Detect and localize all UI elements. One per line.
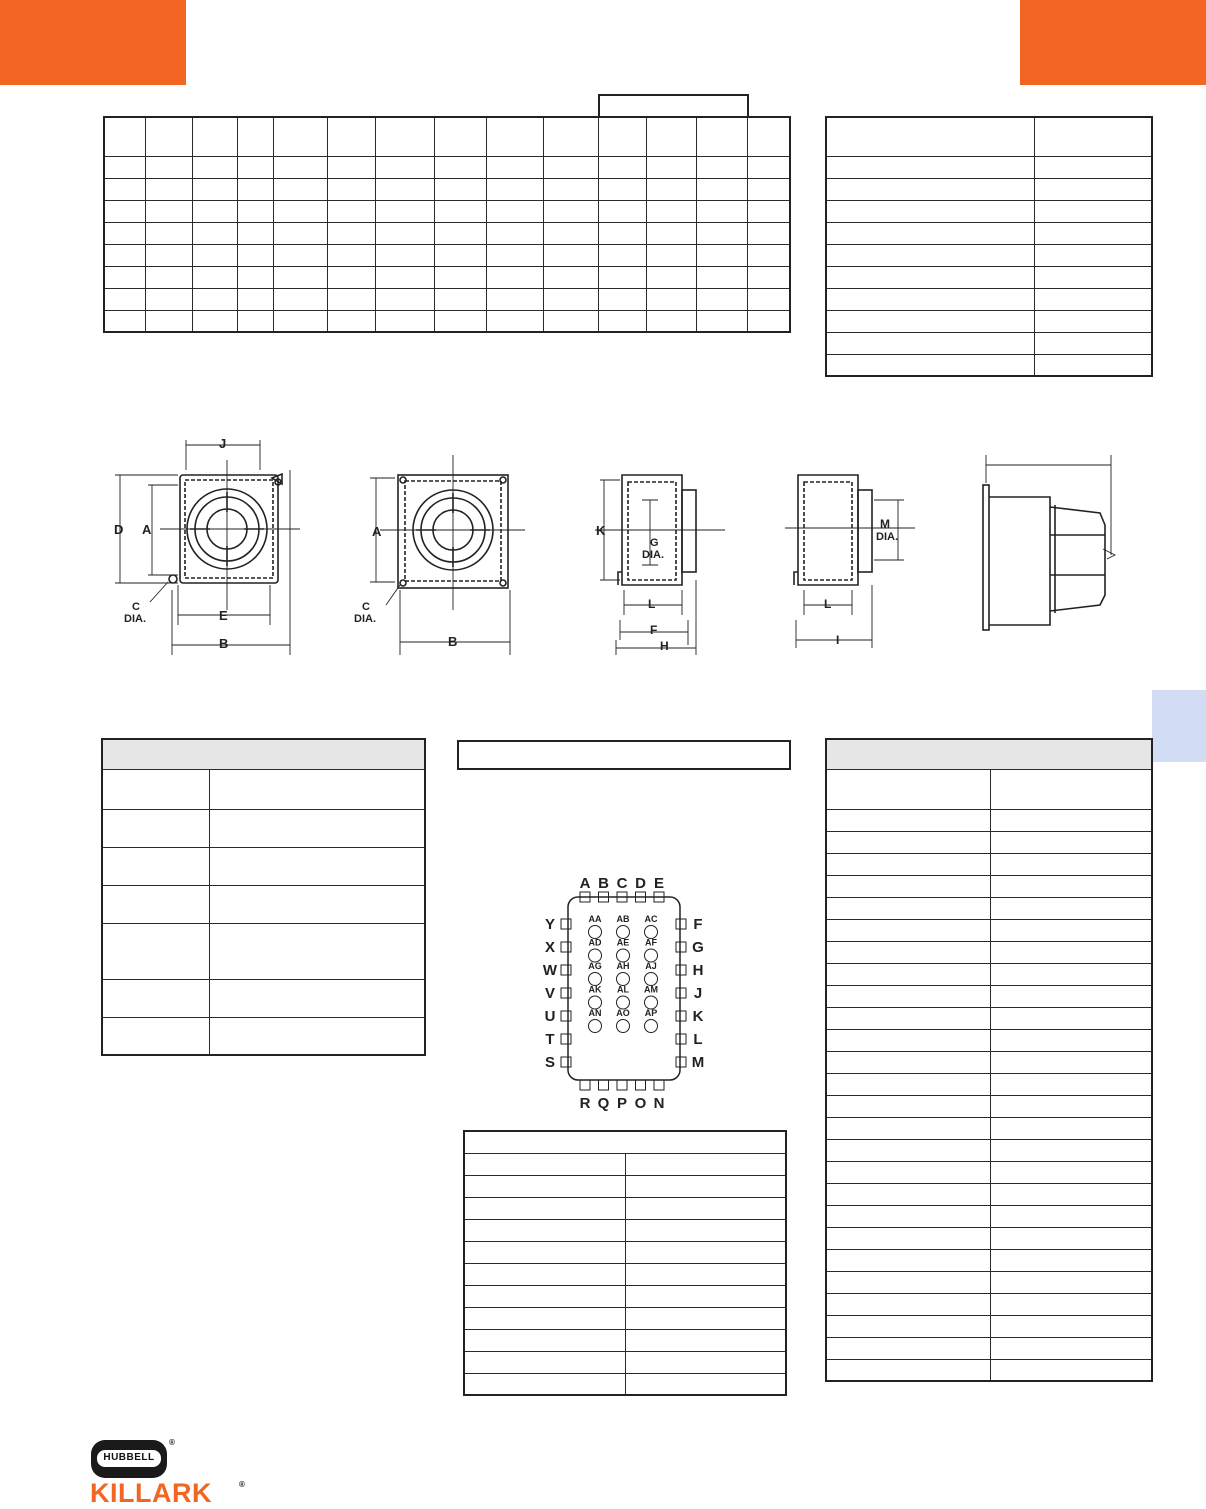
pin-label-G: G bbox=[692, 939, 704, 956]
pin-label-AB: AB bbox=[616, 914, 630, 924]
pin-label-AL: AL bbox=[617, 984, 629, 995]
pin-label-AH: AH bbox=[616, 961, 630, 971]
pin-contact-AO bbox=[617, 1020, 630, 1033]
label-i: I bbox=[836, 633, 840, 647]
side-tab bbox=[1152, 690, 1206, 762]
label-g: G bbox=[650, 537, 659, 549]
killark-registered-mark: ® bbox=[239, 1480, 245, 1489]
pin-contact-N bbox=[654, 1080, 664, 1090]
pin-contact-U bbox=[561, 1011, 571, 1021]
hubbell-registered-mark: ® bbox=[169, 1438, 175, 1447]
pin-label-AO: AO bbox=[616, 1008, 630, 1018]
pin-contact-R bbox=[580, 1080, 590, 1090]
pin-label-W: W bbox=[542, 962, 558, 979]
pin-label-N: N bbox=[653, 1095, 665, 1112]
front-view-drawing-2 bbox=[350, 450, 530, 660]
pin-label-C: C bbox=[616, 875, 628, 892]
pin-label-AJ: AJ bbox=[645, 961, 657, 971]
label-m-dia: DIA. bbox=[876, 531, 898, 543]
pin-contact-AN bbox=[589, 1020, 602, 1033]
label-c: C bbox=[132, 601, 140, 613]
pin-contact-V bbox=[561, 988, 571, 998]
front-view-drawing bbox=[100, 430, 300, 660]
pin-contact-O bbox=[636, 1080, 646, 1090]
pin-label-D: D bbox=[635, 875, 646, 892]
label-j: J bbox=[219, 436, 227, 451]
pin-assignment-table bbox=[463, 1130, 787, 1396]
pin-label-AC: AC bbox=[644, 914, 658, 924]
pin-label-B: B bbox=[598, 875, 609, 892]
pin-label-R: R bbox=[579, 1095, 591, 1112]
pin-contact-M bbox=[676, 1057, 686, 1067]
header-accent-left bbox=[0, 0, 186, 85]
pin-label-AF: AF bbox=[645, 937, 657, 948]
pin-label-AD: AD bbox=[588, 937, 602, 948]
label-c-dia: DIA. bbox=[124, 613, 146, 625]
label-d: D bbox=[114, 522, 124, 537]
label-m: M bbox=[880, 517, 890, 531]
pin-label-S: S bbox=[544, 1054, 556, 1071]
pin-label-AK: AK bbox=[588, 984, 602, 995]
side-view-drawing bbox=[590, 460, 730, 660]
specifications-table bbox=[101, 738, 426, 1056]
label-a: A bbox=[142, 522, 152, 537]
pin-contact-Y bbox=[561, 919, 571, 929]
pin-label-T: T bbox=[545, 1031, 555, 1048]
pin-contact-J bbox=[676, 988, 686, 998]
pin-diagram-caption-box bbox=[457, 740, 791, 770]
pin-layout-diagram bbox=[530, 870, 720, 1115]
label-h: H bbox=[660, 639, 669, 653]
label-b-2: B bbox=[448, 634, 458, 649]
pin-label-AP: AP bbox=[644, 1008, 658, 1018]
pin-label-J: J bbox=[693, 985, 703, 1002]
dimensions-table bbox=[103, 116, 791, 333]
label-l-2: L bbox=[824, 597, 832, 611]
pin-contact-Q bbox=[599, 1080, 609, 1090]
pin-label-H: H bbox=[692, 962, 704, 979]
hubbell-logo-text: HUBBELL bbox=[103, 1452, 155, 1463]
label-l: L bbox=[648, 597, 656, 611]
pin-contact-G bbox=[676, 942, 686, 952]
pin-contact-W bbox=[561, 965, 571, 975]
killark-logo-text: KILLARK bbox=[90, 1478, 212, 1508]
pin-contact-T bbox=[561, 1034, 571, 1044]
label-c-2: C bbox=[362, 601, 370, 613]
label-c-dia-2: DIA. bbox=[354, 613, 376, 625]
pin-label-E: E bbox=[653, 875, 665, 892]
pin-label-K: K bbox=[692, 1008, 704, 1025]
pin-label-P: P bbox=[616, 1095, 628, 1112]
label-a-2: A bbox=[372, 524, 382, 539]
pin-label-AE: AE bbox=[616, 937, 630, 948]
accessory-table bbox=[825, 116, 1153, 377]
pin-label-Q: Q bbox=[597, 1095, 610, 1112]
pin-contact-S bbox=[561, 1057, 571, 1067]
pin-contact-F bbox=[676, 919, 686, 929]
label-k: K bbox=[596, 523, 606, 538]
side-view-drawing-2 bbox=[780, 460, 920, 660]
pin-label-AG: AG bbox=[588, 961, 602, 971]
pin-label-M: M bbox=[691, 1054, 705, 1071]
pin-contact-H bbox=[676, 965, 686, 975]
pin-label-U: U bbox=[544, 1008, 556, 1025]
pin-label-AM: AM bbox=[644, 984, 658, 995]
pin-contact-L bbox=[676, 1034, 686, 1044]
pin-label-AN: AN bbox=[588, 1008, 602, 1018]
label-b: B bbox=[219, 636, 229, 651]
label-g-dia: DIA. bbox=[642, 549, 664, 561]
pin-contact-P bbox=[617, 1080, 627, 1090]
label-f: F bbox=[650, 623, 658, 637]
pin-contact-K bbox=[676, 1011, 686, 1021]
profile-view-drawing bbox=[975, 445, 1125, 640]
pin-contact-AP bbox=[645, 1020, 658, 1033]
pin-label-X: X bbox=[544, 939, 556, 956]
pin-label-V: V bbox=[544, 985, 556, 1002]
pin-label-AA: AA bbox=[588, 914, 602, 924]
header-accent-right bbox=[1020, 0, 1206, 85]
catalog-number-table bbox=[825, 738, 1153, 1382]
pin-label-A: A bbox=[579, 875, 591, 892]
label-e: E bbox=[219, 608, 228, 623]
dimension-group-header-box bbox=[598, 94, 749, 118]
pin-label-Y: Y bbox=[544, 916, 556, 933]
pin-contact-X bbox=[561, 942, 571, 952]
pin-label-O: O bbox=[634, 1095, 647, 1112]
pin-label-L: L bbox=[693, 1031, 703, 1048]
pin-label-F: F bbox=[693, 916, 703, 933]
hubbell-logo bbox=[91, 1438, 175, 1478]
